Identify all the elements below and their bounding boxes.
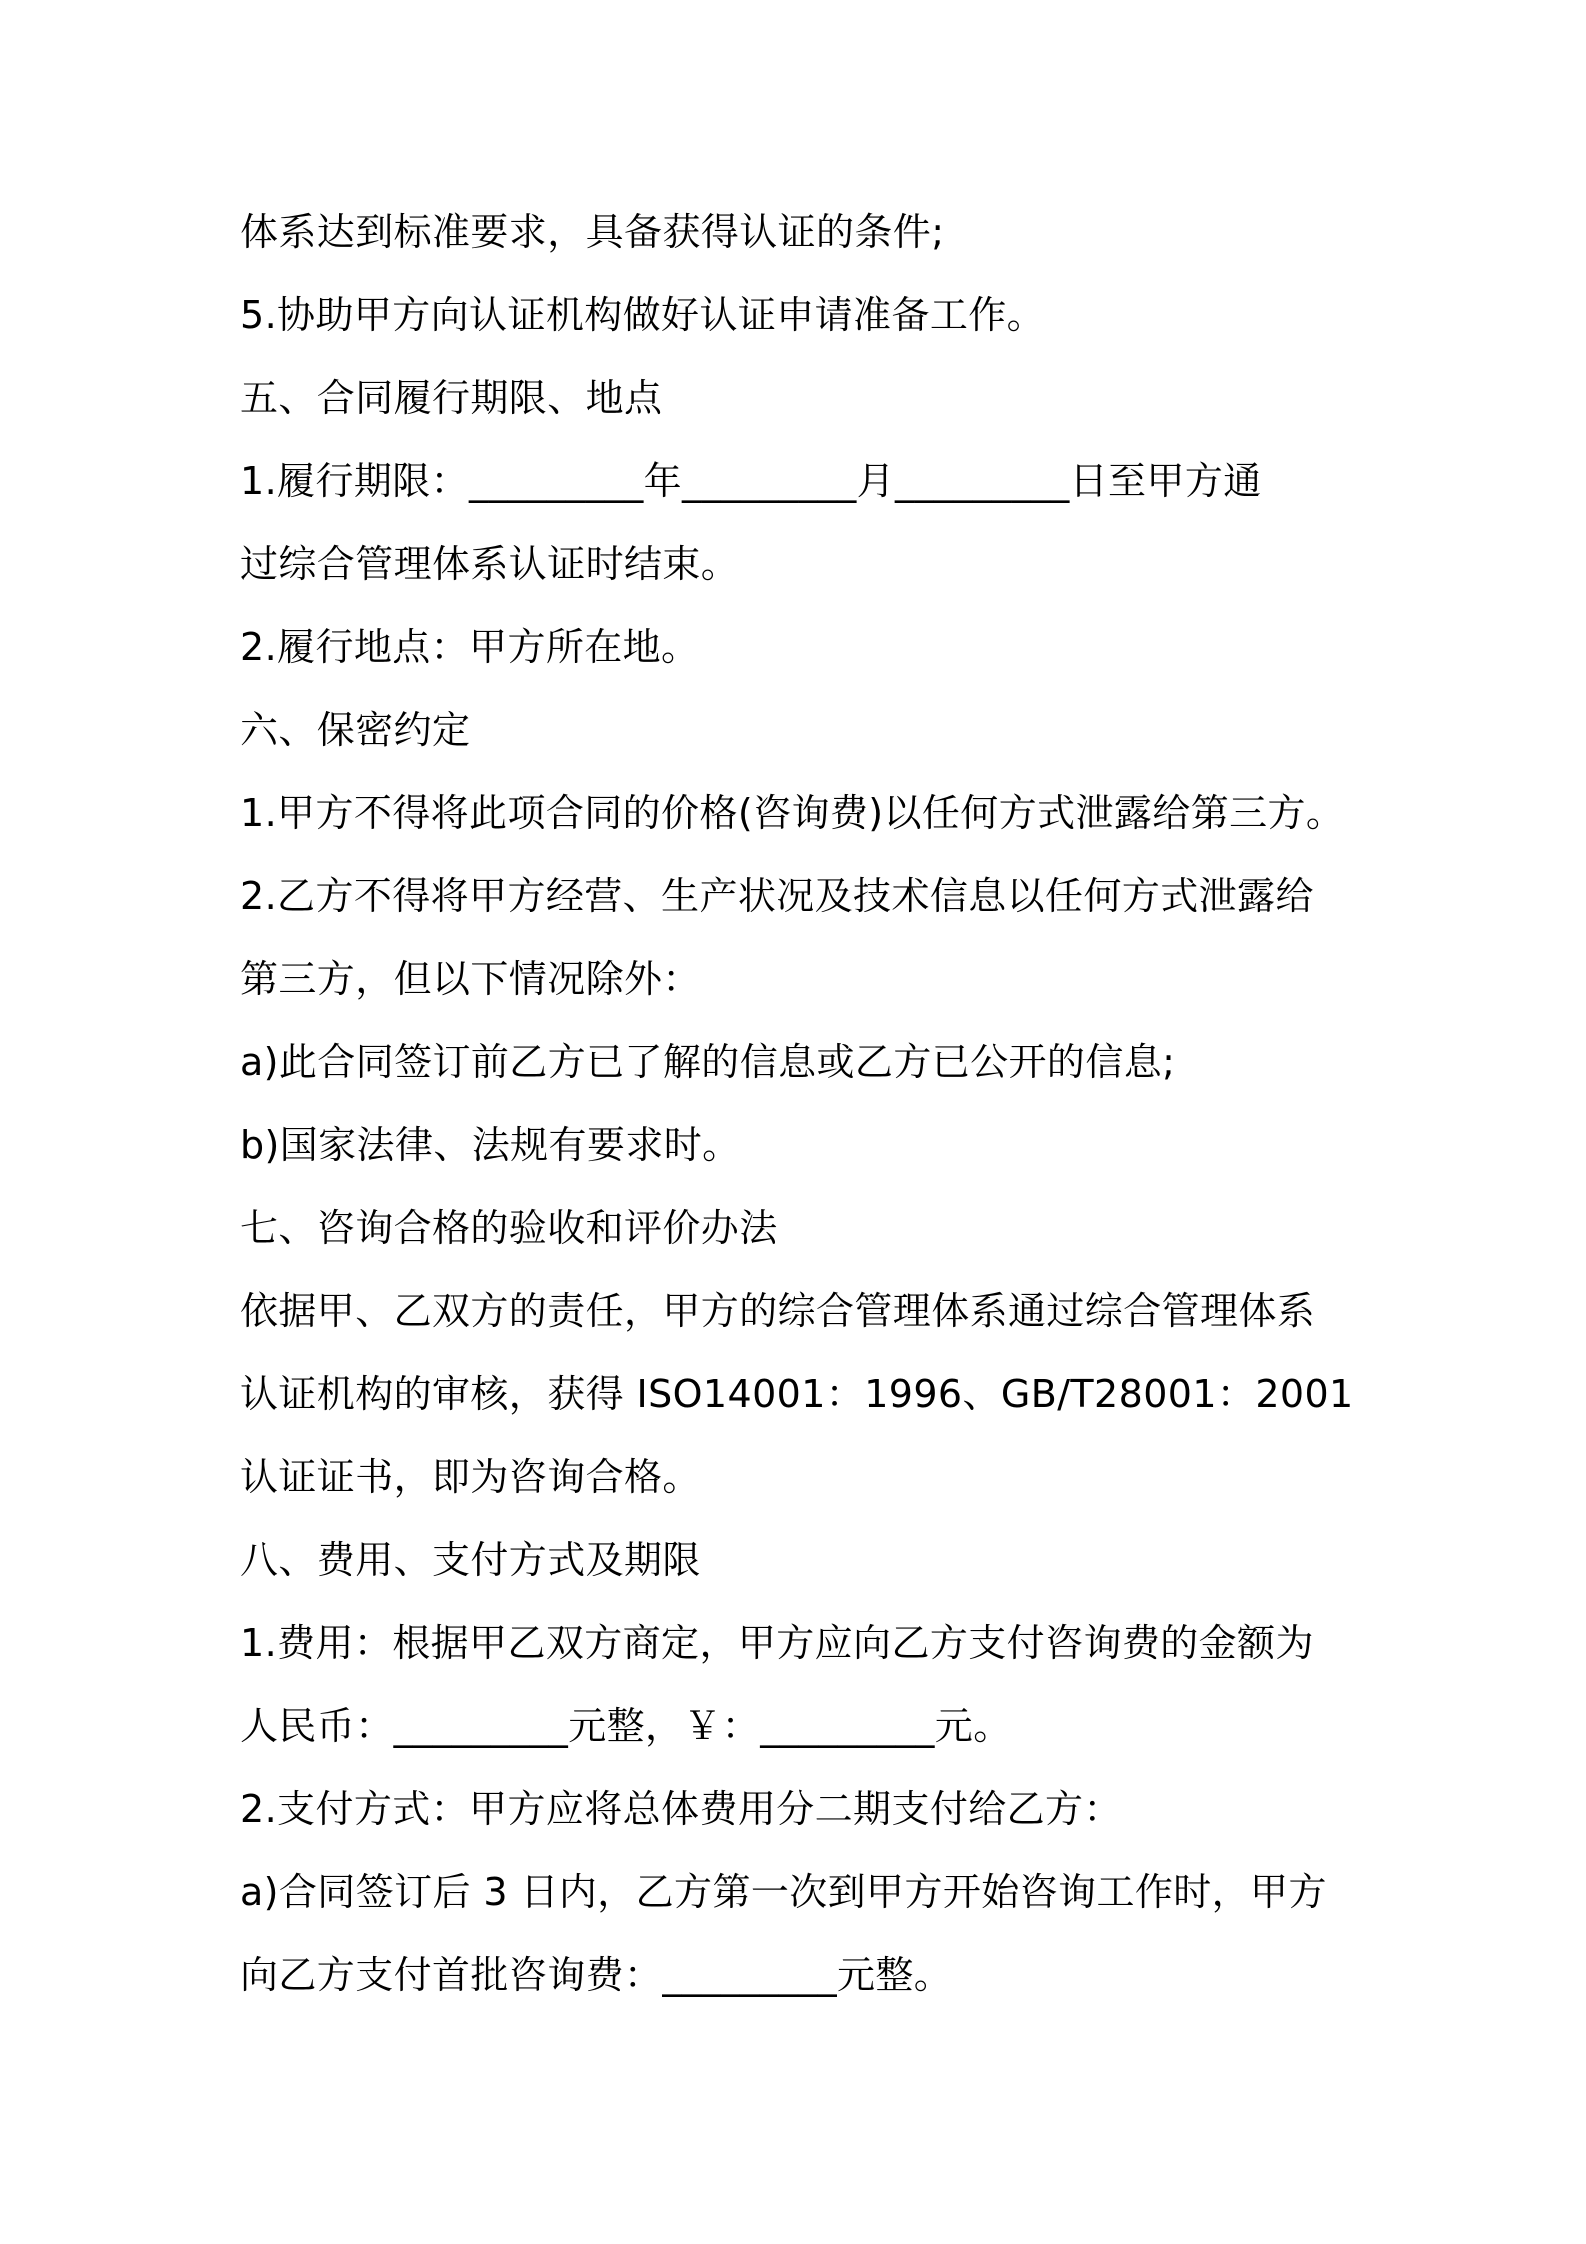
section-heading: 五、合同履行期限、地点 [240,376,663,420]
section-heading: 八、费用、支付方式及期限 [240,1538,701,1582]
text-line: 第三方，但以下情况除外： [240,957,701,1001]
text-line: 依据甲、乙双方的责任，甲方的综合管理体系通过综合管理体系 [240,1289,1316,1333]
text-line: 体系达到标准要求，具备获得认证的条件; [240,210,945,254]
section-heading: 七、咨询合格的验收和评价办法 [240,1206,778,1250]
text-line: 2.支付方式：甲方应将总体费用分二期支付给乙方： [240,1787,1122,1831]
text-line: a)合同签订后 3 日内，乙方第一次到甲方开始咨询工作时，甲方 [240,1870,1327,1914]
text-line: 1.履行期限：_________年_________月_________日至甲方通 [240,459,1262,503]
section-heading: 六、保密约定 [240,708,471,752]
text-line: 1.甲方不得将此项合同的价格(咨询费)以任何方式泄露给第三方。 [240,791,1345,835]
document-body [240,191,1370,2017]
text-line: 2.乙方不得将甲方经营、生产状况及技术信息以任何方式泄露给 [240,874,1314,918]
text-line: b)国家法律、法规有要求时。 [240,1123,741,1167]
text-line: 认证机构的审核，获得 ISO14001：1996、GB/T28001：2001 [240,1372,1354,1416]
text-line: 向乙方支付首批咨询费：_________元整。 [240,1953,953,1997]
text-line: 人民币：_________元整，￥：_________元。 [240,1704,1012,1748]
text-line: 认证证书，即为咨询合格。 [240,1455,701,1499]
text-line: 5.协助甲方向认证机构做好认证申请准备工作。 [240,293,1046,337]
text-line: a)此合同签订前乙方已了解的信息或乙方已公开的信息; [240,1040,1176,1084]
text-line: 过综合管理体系认证时结束。 [240,542,740,586]
text-line: 1.费用：根据甲乙双方商定，甲方应向乙方支付咨询费的金额为 [240,1621,1314,1665]
text-line: 2.履行地点：甲方所在地。 [240,625,700,669]
